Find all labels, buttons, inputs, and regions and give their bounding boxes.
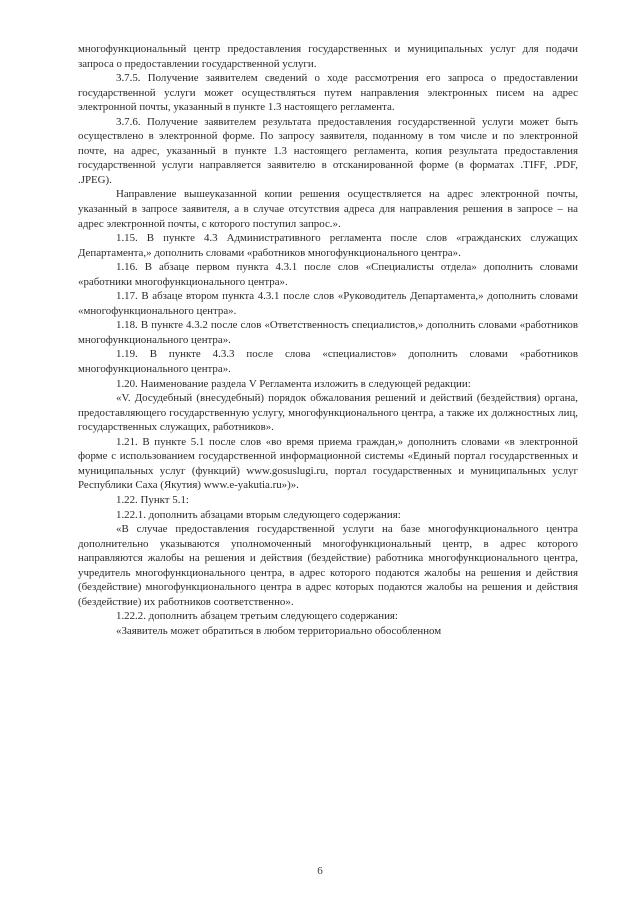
paragraph: 1.20. Наименование раздела V Регламента изложить в следующей редакции:: [116, 377, 471, 390]
paragraph: «V. Досудебный (внесудебный) порядок обжалования решений и действий (бездействия) органа, предоставляющего государственную услугу, многофункционального центра, а также их должностных лиц, государственных служащих, работников».: [78, 392, 578, 434]
paragraph: 1.19. В пункте 4.3.3 после слова «специалистов» дополнить словами «работников многофункционального центра».: [78, 348, 578, 376]
paragraph: 3.7.5. Получение заявителем сведений о ходе рассмотрения его запроса о предоставлении государственной услуги может осуществляться путем направления электронных писем на адрес электронной почты, указанный в пункте 1.3 настоящего регламента.: [78, 72, 578, 114]
page-number: 6: [317, 865, 323, 877]
paragraph: «Заявитель может обратиться в любом территориально обособленном: [116, 624, 442, 637]
paragraph: 1.22.1. дополнить абзацами вторым следующего содержания:: [116, 508, 401, 521]
paragraph: многофункциональный центр предоставления государственных и муниципальных услуг для подачи запроса о предоставлении государственной услуги.: [78, 43, 578, 70]
paragraph: 1.16. В абзаце первом пункта 4.3.1 после слов «Специалисты отдела» дополнить словами «работники многофункционального центра».: [78, 261, 578, 288]
paragraph: 3.7.6. Получение заявителем результата предоставления государственной услуги может быть осуществлено в электронной форме. По запросу заявителя, поданному в том числе и по электронной почте, на адрес, указанный в пункте 1.3 настоящего регламента, копия результата предоставления государственной услуги направляется заявителю в отсканированной форме (в форматах .TIFF, .PDF, .JPEG).: [78, 115, 578, 186]
document-body: [78, 42, 578, 638]
paragraph: 1.22.2. дополнить абзацем третьим следующего содержания:: [116, 610, 398, 623]
paragraph: 1.15. В пункте 4.3 Административного регламента после слов «гражданских служащих Департамента,» дополнить словами «работников многофункционального центра».: [78, 232, 578, 259]
paragraph: Направление вышеуказанной копии решения осуществляется на адрес электронной почты, указанный в запросе заявителя, а в случае отсутствия адреса для направления решения в запросе – на адрес электронной почты, с которого поступил запрос.».: [78, 188, 578, 230]
paragraph: «В случае предоставления государственной услуги на базе многофункционального центра дополнительно указываются уполномоченный многофункциональный центр, в адрес которого направляются жалобы на решения и действия (бездействие) работника многофункционального центра, учредитель многофункционального центра, в адрес которого подаются жалобы на решения и действия (бездействие) многофункционального центра в адрес которых подаются жалобы на решения и действия (бездействие) их работников соответственно».: [78, 523, 578, 608]
paragraph: 1.21. В пункте 5.1 после слов «во время приема граждан,» дополнить словами «в электронной форме с использованием государственной информационной системы «Единый портал государственных и муниципальных услуг (функций) www.gosuslugi.ru, портал государственных и муниципальных услуг Республики Саха (Якутия) www.e-yakutia.ru»)».: [78, 435, 578, 492]
paragraph: 1.17. В абзаце втором пункта 4.3.1 после слов «Руководитель Департамента,» дополнить словами «многофункционального центра».: [78, 290, 578, 317]
paragraph: 1.22. Пункт 5.1:: [116, 493, 189, 506]
paragraph: 1.18. В пункте 4.3.2 после слов «Ответственность специалистов,» дополнить словами «работников многофункционального центра».: [78, 319, 578, 346]
